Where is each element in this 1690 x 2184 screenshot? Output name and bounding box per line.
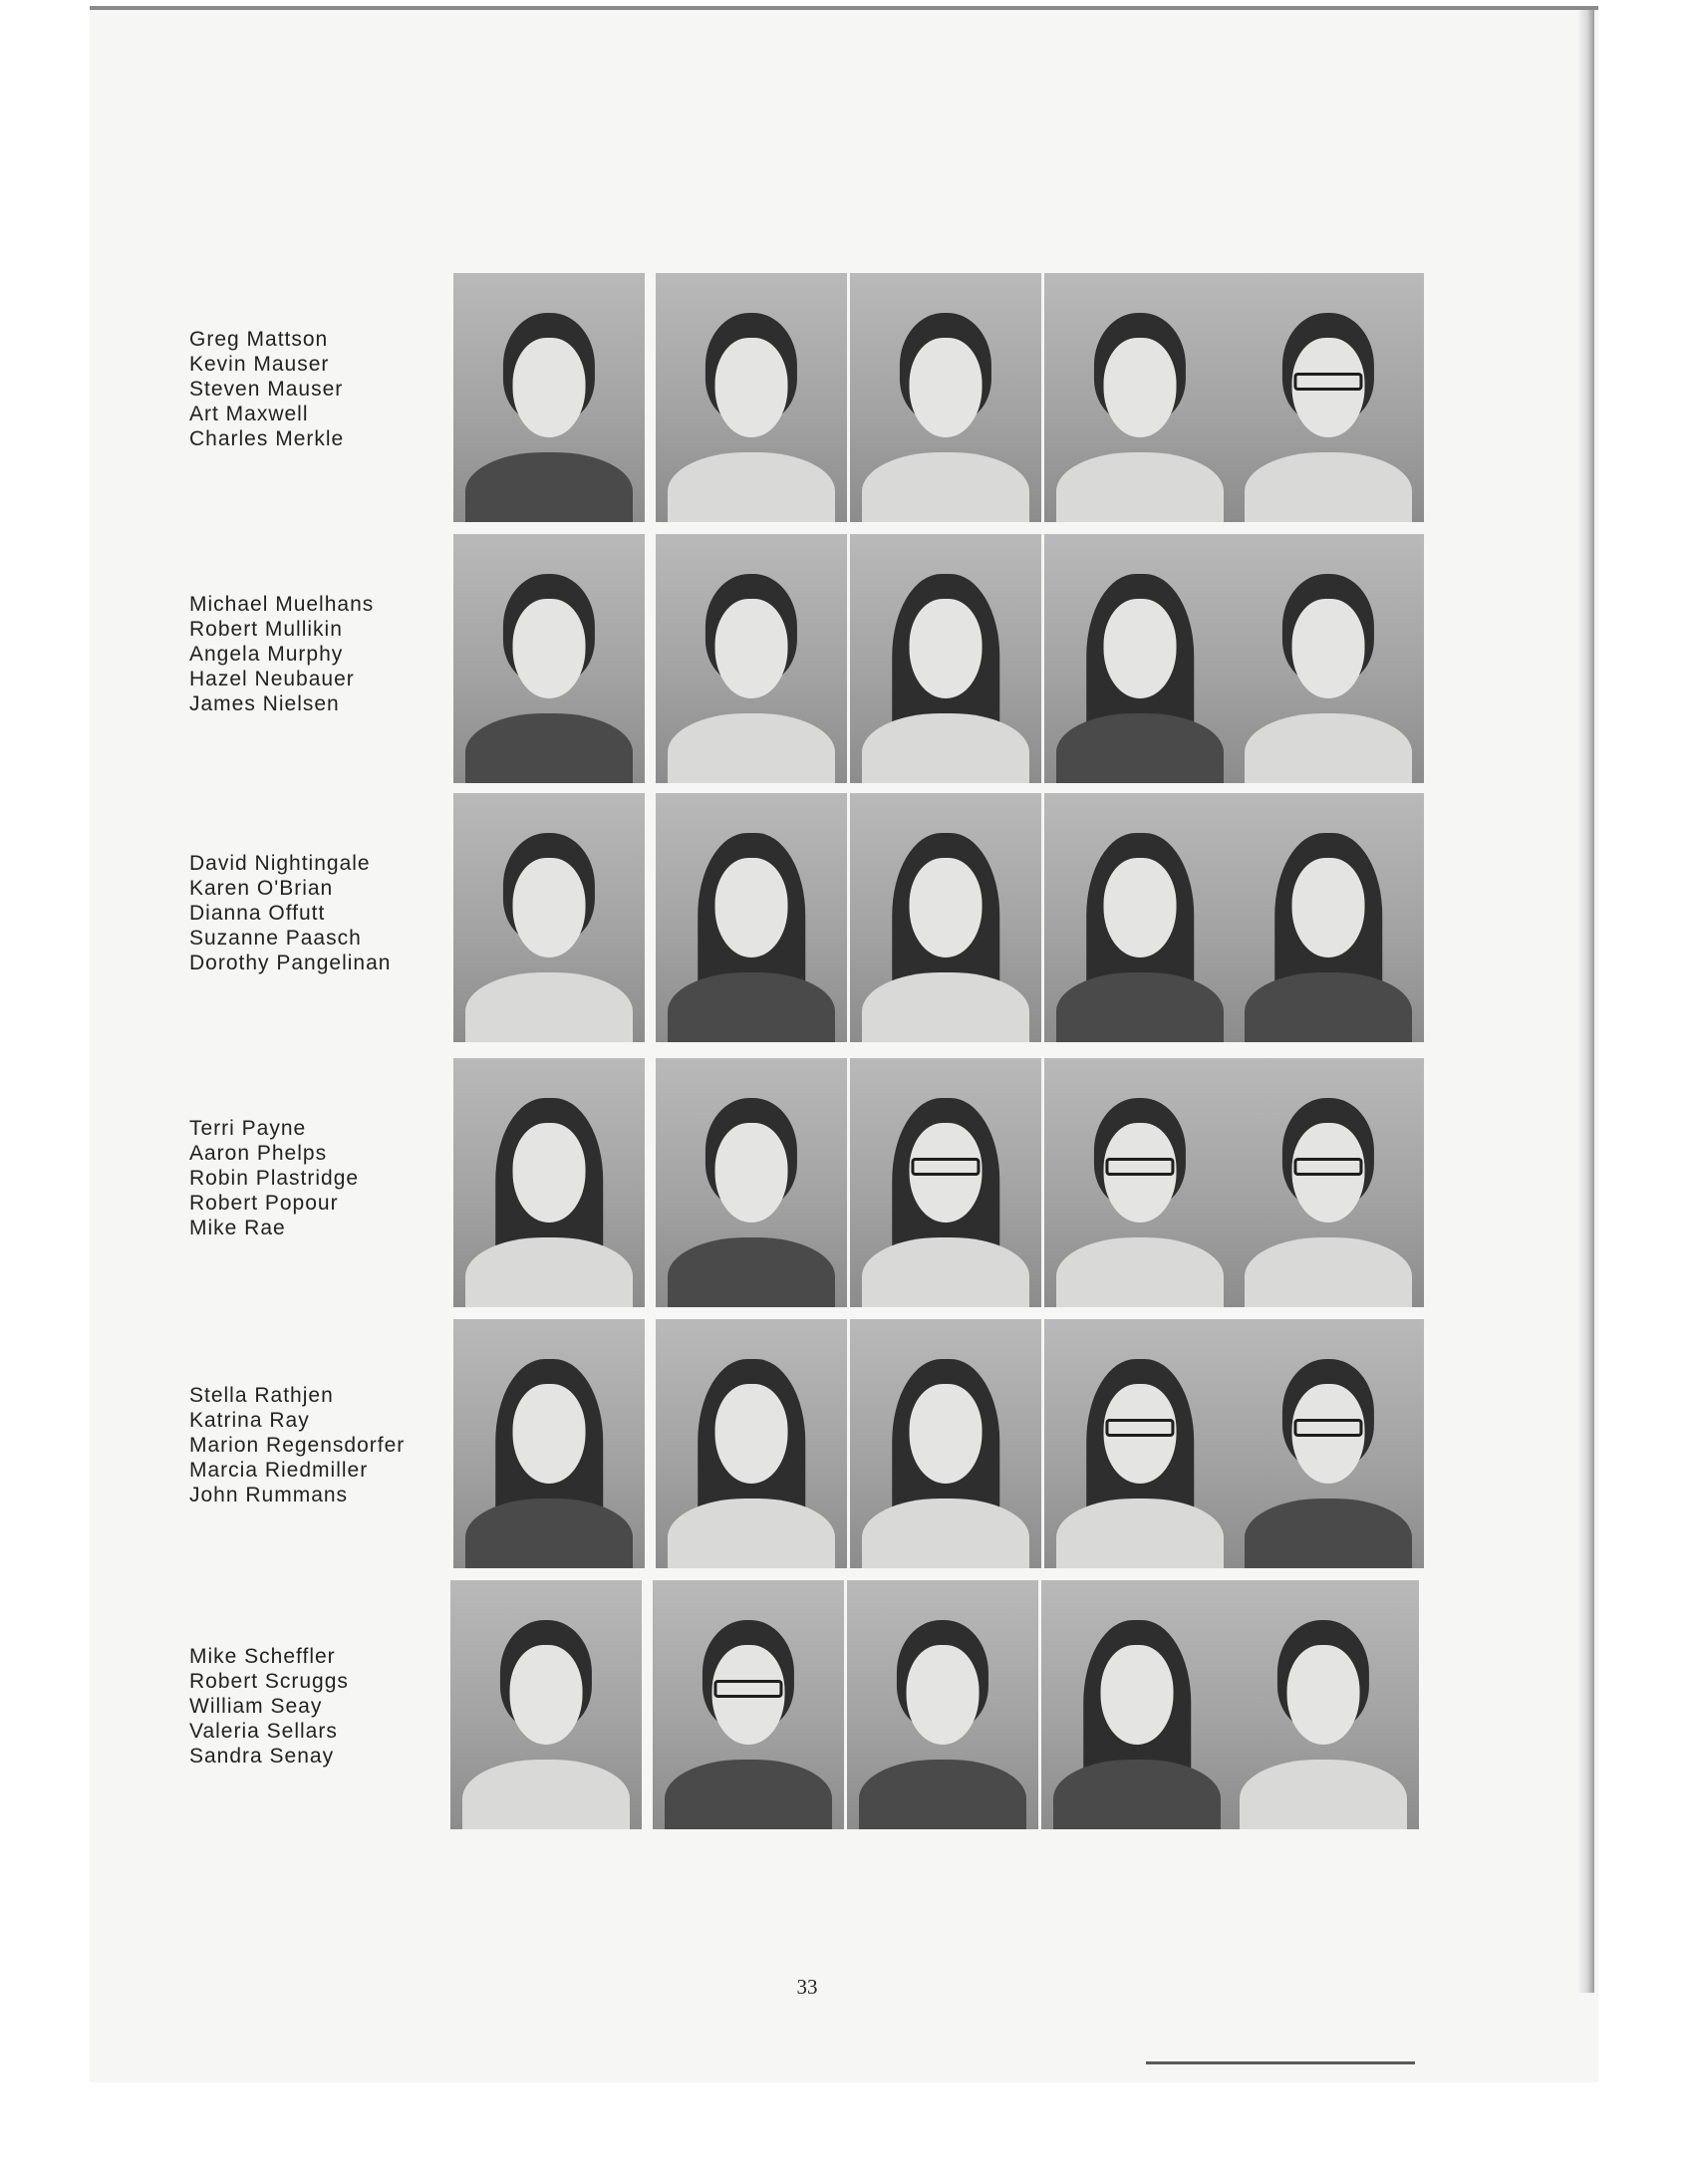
student-portrait	[453, 793, 645, 1042]
student-name: James Nielsen	[189, 692, 340, 715]
student-portrait	[1233, 1319, 1424, 1568]
student-name: John Rummans	[189, 1484, 349, 1506]
student-portrait	[850, 1058, 1041, 1307]
student-portrait	[1233, 273, 1424, 522]
student-name: Katrina Ray	[189, 1409, 310, 1432]
student-name: William Seay	[189, 1695, 323, 1718]
student-name: Suzanne Paasch	[189, 927, 362, 950]
portrait-row-1	[0, 273, 1690, 522]
student-portrait	[1233, 793, 1424, 1042]
student-name: Steven Mauser	[189, 378, 344, 401]
student-portrait	[850, 534, 1041, 783]
page-number: 33	[796, 1975, 818, 1999]
student-portrait	[656, 1319, 847, 1568]
student-portrait	[850, 273, 1041, 522]
student-name: Dorothy Pangelinan	[189, 952, 392, 974]
student-name: Valeria Sellars	[189, 1720, 338, 1743]
student-portrait	[1044, 273, 1236, 522]
student-name: Dianna Offutt	[189, 902, 326, 925]
student-portrait	[1233, 534, 1424, 783]
name-list	[189, 1383, 448, 1507]
student-name: Robert Mullikin	[189, 618, 343, 641]
student-portrait	[1041, 1580, 1233, 1829]
student-name: Aaron Phelps	[189, 1142, 328, 1165]
student-portrait	[656, 1058, 847, 1307]
portrait-row-3	[0, 793, 1690, 1042]
student-portrait	[1044, 793, 1236, 1042]
student-name: Hazel Neubauer	[189, 668, 355, 690]
student-name: Angela Murphy	[189, 643, 344, 666]
student-name: Robert Scruggs	[189, 1670, 349, 1693]
student-portrait	[453, 1319, 645, 1568]
portrait-row-5	[0, 1319, 1690, 1568]
name-list	[189, 851, 448, 975]
student-name: Kevin Mauser	[189, 353, 330, 376]
student-name: Marion Regensdorfer	[189, 1434, 406, 1457]
student-portrait	[850, 793, 1041, 1042]
student-portrait	[850, 1319, 1041, 1568]
student-name: Robert Popour	[189, 1192, 339, 1215]
portrait-row-4	[0, 1058, 1690, 1307]
name-list	[189, 592, 448, 716]
student-portrait	[847, 1580, 1038, 1829]
student-portrait	[1044, 1058, 1236, 1307]
student-name: Robin Plastridge	[189, 1167, 360, 1190]
student-portrait	[453, 273, 645, 522]
student-portrait	[653, 1580, 844, 1829]
student-name: Sandra Senay	[189, 1745, 335, 1768]
student-name: Charles Merkle	[189, 427, 345, 450]
student-portrait	[450, 1580, 642, 1829]
student-name: Karen O'Brian	[189, 877, 334, 900]
name-list	[189, 1116, 448, 1240]
student-portrait	[1044, 534, 1236, 783]
bottom-rule	[1146, 2061, 1415, 2064]
student-name: Art Maxwell	[189, 403, 309, 425]
student-portrait	[656, 793, 847, 1042]
student-name: Marcia Riedmiller	[189, 1459, 369, 1482]
student-name: Mike Scheffler	[189, 1645, 336, 1668]
student-name: David Nightingale	[189, 852, 371, 875]
student-name: Greg Mattson	[189, 328, 329, 351]
portrait-row-2	[0, 534, 1690, 783]
name-list	[189, 1644, 448, 1769]
student-name: Terri Payne	[189, 1117, 307, 1140]
student-portrait	[1228, 1580, 1419, 1829]
student-portrait	[1044, 1319, 1236, 1568]
student-portrait	[453, 534, 645, 783]
portrait-row-6	[0, 1580, 1690, 1829]
student-portrait	[656, 273, 847, 522]
student-name: Stella Rathjen	[189, 1384, 334, 1407]
student-portrait	[1233, 1058, 1424, 1307]
name-list	[189, 327, 448, 451]
student-name: Mike Rae	[189, 1217, 286, 1239]
student-portrait	[453, 1058, 645, 1307]
student-name: Michael Muelhans	[189, 593, 375, 616]
student-portrait	[656, 534, 847, 783]
